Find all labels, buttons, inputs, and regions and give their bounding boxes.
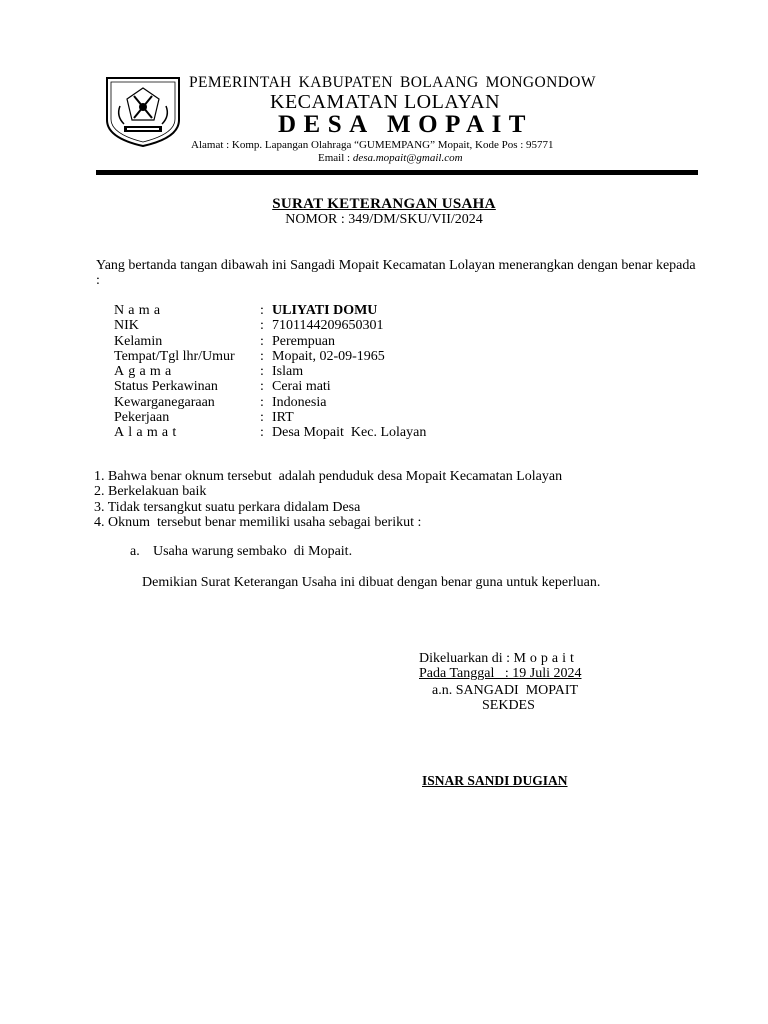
field-separator: :	[260, 379, 264, 395]
statement-point: 2. Berkelakuan baik	[94, 484, 207, 500]
header-district-line: KECAMATAN LOLAYAN	[270, 91, 501, 113]
field-separator: :	[260, 394, 264, 410]
business-item-marker: a.	[130, 544, 140, 559]
field-row-occupation	[114, 410, 426, 425]
field-row-nik	[114, 318, 426, 333]
field-value: Mopait, 02-09-1965	[272, 348, 385, 364]
field-value: Desa Mopait Kec. Lolayan	[272, 425, 427, 441]
business-item-text: Usaha warung sembako di Mopait.	[153, 544, 353, 559]
statement-point: 1. Bahwa benar oknum tersebut adalah penduduk desa Mopait Kecamatan Lolayan	[94, 469, 563, 484]
field-row-citizenship	[114, 395, 426, 410]
field-label: Tempat/Tgl lhr/Umur	[114, 348, 235, 364]
issued-place: Mopait	[513, 651, 578, 666]
field-value: Perempuan	[272, 333, 335, 349]
field-row-birth	[114, 349, 426, 364]
field-label: Kewarganegaraan	[114, 394, 215, 410]
field-separator: :	[260, 333, 264, 349]
field-label: Kelamin	[114, 333, 163, 349]
field-row-religion	[114, 364, 426, 379]
header-word: BOLAANG	[399, 74, 479, 91]
field-row-name	[114, 303, 426, 318]
field-label: Agama	[114, 364, 176, 380]
field-separator: :	[260, 364, 264, 380]
field-row-marital	[114, 379, 426, 394]
field-value: 7101144209650301	[272, 318, 384, 334]
identity-fields	[114, 303, 426, 441]
field-value: Indonesia	[272, 394, 327, 410]
letter-title: SURAT KETERANGAN USAHA	[272, 196, 496, 212]
regency-emblem-icon	[104, 76, 182, 148]
header-word: MONGONDOW	[485, 74, 596, 91]
business-item	[130, 544, 352, 560]
field-label: Nama	[114, 303, 165, 318]
field-separator: :	[260, 348, 264, 364]
signer-position: SEKDES	[482, 698, 535, 713]
field-separator: :	[260, 303, 264, 318]
intro-paragraph: Yang bertanda tangan dibawah ini Sangadi Mopait Kecamatan Lolayan menerangkan dengan benar kepada :	[96, 258, 696, 288]
field-row-address	[114, 425, 426, 440]
statement-points	[94, 469, 562, 530]
statement-point: 3. Tidak tersangkut suatu perkara didalam Desa	[94, 499, 361, 515]
field-separator: :	[260, 410, 264, 426]
field-label: Alamat	[114, 425, 181, 441]
email-value: desa.mopait@gmail.com	[352, 152, 463, 164]
field-label: NIK	[114, 318, 139, 334]
field-separator: :	[260, 318, 264, 334]
header-divider	[96, 170, 698, 175]
field-value: ULIYATI DOMU	[272, 303, 378, 318]
field-row-gender	[114, 334, 426, 349]
letter-number: NOMOR : 349/DM/SKU/VII/2024	[285, 212, 483, 227]
field-value: Islam	[272, 364, 304, 380]
on-behalf-of: a.n. SANGADI MOPAIT	[432, 683, 579, 698]
statement-point: 4. Oknum tersebut benar memiliki usaha sebagai berikut :	[94, 514, 422, 530]
header-address: Alamat : Komp. Lapangan Olahraga “GUMEMPANG” Mopait, Kode Pos : 95771	[191, 139, 554, 151]
signer-name: ISNAR SANDI DUGIAN	[422, 773, 568, 788]
field-separator: :	[260, 425, 264, 441]
issued-at	[419, 651, 578, 667]
header-village-line: DESA MOPAIT	[278, 111, 533, 138]
issued-label: Dikeluarkan di :	[419, 651, 514, 666]
issued-date: Pada Tanggal : 19 Juli 2024	[419, 666, 582, 681]
field-label: Status Perkawinan	[114, 379, 218, 395]
header-word: PEMERINTAH	[189, 74, 292, 91]
field-value: Cerai mati	[272, 379, 331, 395]
header-email	[318, 152, 463, 164]
field-label: Pekerjaan	[114, 410, 170, 426]
email-label: Email :	[318, 152, 353, 164]
header-government-line	[189, 74, 603, 92]
field-value: IRT	[272, 410, 294, 426]
header-word: KABUPATEN	[298, 74, 393, 91]
closing-paragraph: Demikian Surat Keterangan Usaha ini dibuat dengan benar guna untuk keperluan.	[142, 575, 601, 590]
